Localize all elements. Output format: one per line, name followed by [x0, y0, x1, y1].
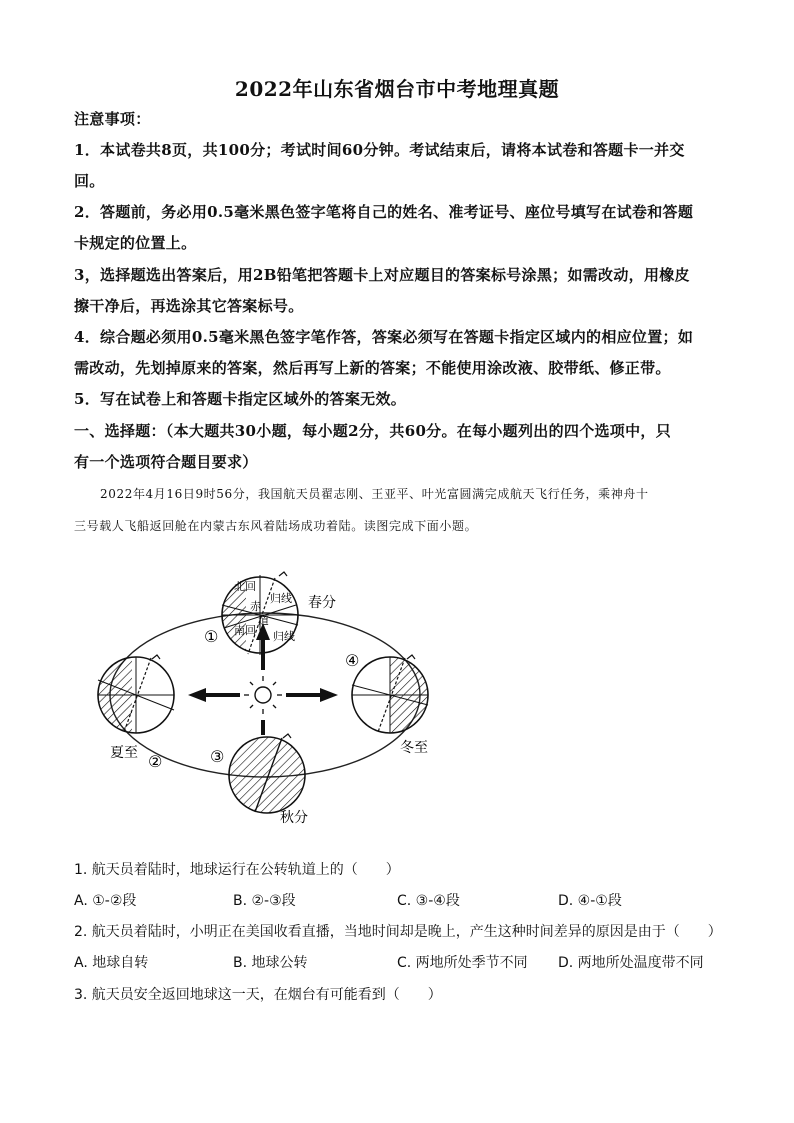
note-5: 5．写在试卷上和答题卡指定区域外的答案无效。 — [74, 390, 407, 408]
label-position-2: ② — [148, 752, 163, 771]
passage-line-2: 三号载人飞船返回舱在内蒙古东风着陆场成功着陆。读图完成下面小题。 — [74, 519, 478, 533]
label-autumn: 秋分 — [280, 810, 308, 826]
note-4-line-2: 需改动，先划掉原来的答案，然后再写上新的答案；不能使用涂改液、胶带纸、修正带。 — [74, 359, 671, 377]
question-1-option-c: C. ③-④段 — [397, 893, 460, 909]
note-3-line-1: 3，选择题选出答案后，用2B铅笔把答题卡上对应题目的答案标号涂黑；如需改动，用橡皮 — [74, 266, 690, 284]
earth-summer — [98, 657, 174, 737]
notes-heading: 注意事项： — [74, 110, 151, 128]
earth-winter — [352, 657, 428, 737]
label-equator-1: 赤 — [250, 600, 261, 613]
label-position-4: ④ — [345, 651, 360, 670]
note-2-line-1: 2．答题前，务必用0.5毫米黑色签字笔将自己的姓名、准考证号、座位号填写在试卷和答题 — [74, 203, 694, 221]
note-3-line-2: 擦干净后，再选涂其它答案标号。 — [74, 297, 304, 315]
label-south-tropic-2: 归线 — [273, 630, 295, 643]
earth-orbit-diagram — [80, 560, 460, 830]
section-heading-line-1: 一、选择题：（本大题共30小题，每小题2分，共60分。在每小题列出的四个选项中，只 — [74, 422, 671, 440]
note-4-line-1: 4．综合题必须用0.5毫米黑色签字笔作答，答案必须写在答题卡指定区域内的相应位置；如 — [74, 328, 694, 346]
passage-line-1: 2022年4月16日9时56分，我国航天员翟志刚、王亚平、叶光富圆满完成航天飞行任务，乘神舟十 — [100, 487, 649, 501]
sun-icon — [244, 676, 282, 714]
label-winter: 冬至 — [400, 740, 428, 756]
label-position-3: ③ — [210, 747, 225, 766]
label-south-tropic-1: 南回 — [234, 624, 256, 637]
note-1-line-1: 1．本试卷共8页，共100分；考试时间60分钟。考试结束后，请将本试卷和答题卡一并交 — [74, 141, 685, 159]
page-title: 2022年山东省烟台市中考地理真题 — [234, 77, 560, 101]
question-1-option-d: D. ④-①段 — [558, 893, 622, 909]
label-north-tropic-2: 归线 — [270, 592, 292, 605]
section-heading-line-2: 有一个选项符合题目要求） — [74, 453, 258, 471]
question-2-option-d: D. 两地所处温度带不同 — [558, 955, 704, 971]
note-1-line-2: 回。 — [74, 172, 105, 190]
question-2-option-c: C. 两地所处季节不同 — [397, 955, 528, 971]
question-2-option-a: A. 地球自转 — [74, 955, 149, 971]
question-1-option-b: B. ②-③段 — [233, 893, 296, 909]
note-2-line-2: 卡规定的位置上。 — [74, 234, 197, 252]
question-3-stem: 3. 航天员安全返回地球这一天，在烟台有可能看到（ ） — [74, 987, 442, 1003]
earth-autumn — [229, 737, 305, 817]
label-north-tropic-1: 北回 — [234, 580, 256, 593]
label-spring: 春分 — [308, 595, 336, 611]
question-2-option-b: B. 地球公转 — [233, 955, 308, 971]
label-equator-2: 道 — [258, 614, 269, 627]
question-1-stem: 1. 航天员着陆时，地球运行在公转轨道上的（ ） — [74, 862, 400, 878]
question-2-stem: 2. 航天员着陆时，小明正在美国收看直播，当地时间却是晚上，产生这种时间差异的原因是由于（ ） — [74, 924, 722, 940]
question-1-option-a: A. ①-②段 — [74, 893, 137, 909]
label-summer: 夏至 — [110, 745, 138, 761]
label-position-1: ① — [204, 627, 219, 646]
